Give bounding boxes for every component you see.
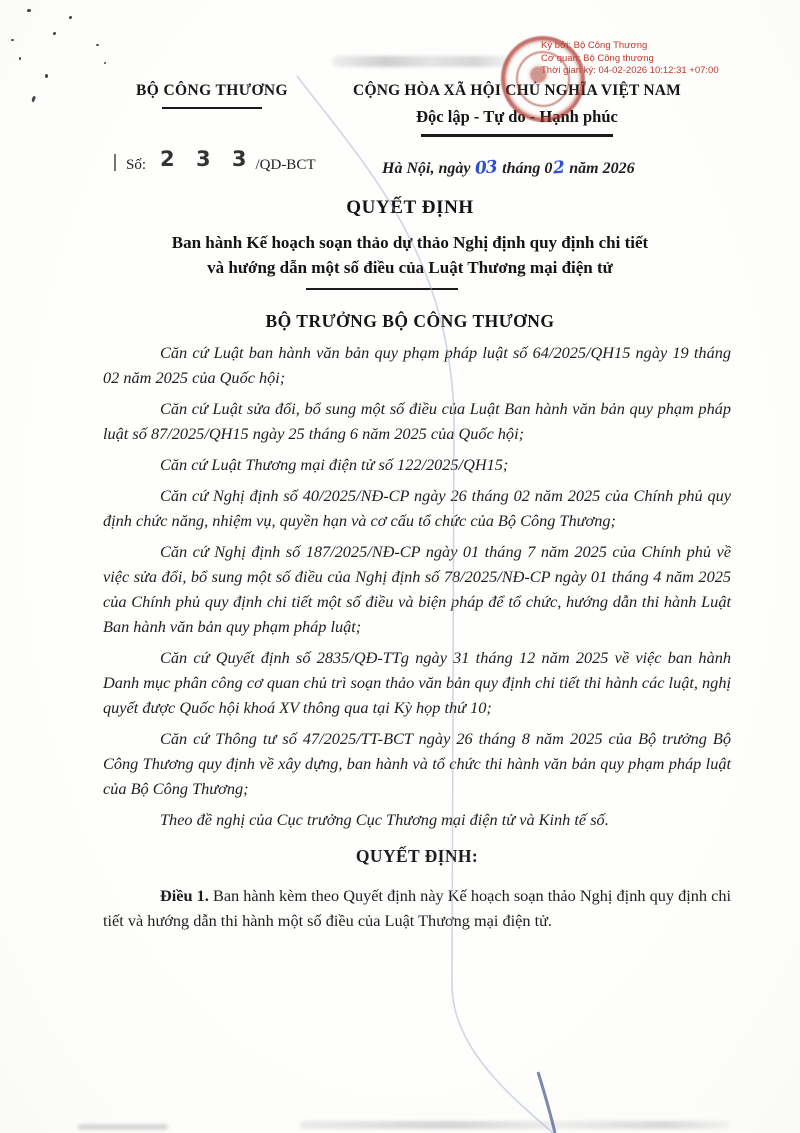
scan-speckle [96,44,99,46]
scan-speckle [31,96,36,103]
preamble-paragraph: Căn cứ Quyết định số 2835/QĐ-TTg ngày 31 tháng 12 năm 2025 về việc ban hành Danh mục phân công cơ quan chủ trì soạn thảo văn bản quy định chi tiết thi hành các luật, nghị quyết được Quốc hội khoá XV thông qua tại Kỳ họp thứ 10; [103,648,731,717]
signature-time: Thời gian ký: 04-02-2026 10:12:31 +07:00 [541,65,719,76]
scan-speckle [53,32,56,35]
scan-speckle [45,74,48,78]
document-body [103,340,731,939]
preamble-paragraph: Căn cứ Nghị định số 187/2025/NĐ-CP ngày 01 tháng 7 năm 2025 của Chính phủ về việc sửa đổi, bổ sung một số điều của Nghị định số 78/2025/NĐ-CP ngày 01 tháng 4 năm 2025 của Chính phủ quy định chi tiết một số điều và biện pháp để tổ chức, hướng dẫn thi hành Luật Ban hành văn bản quy phạm pháp luật; [103,542,731,636]
digital-signature-block [541,40,719,78]
subject-underline [306,288,458,290]
document-type-heading: QUYẾT ĐỊNH [346,197,474,218]
subject-line2: và hướng dẫn một số điều của Luật Thương mại điện tử [207,258,613,277]
place-date-line [382,158,635,178]
document-subject [95,230,725,280]
scan-speckle [11,39,14,41]
preamble-paragraph: Theo đề nghị của Cục trưởng Cục Thương mại điện tử và Kinh tế số. [160,810,609,829]
date-year-suffix: năm 2026 [569,160,635,177]
national-motto-line1: CỘNG HÒA XÃ HỘI CHỦ NGHĨA VIỆT NAM [353,82,681,99]
issuing-agency-block [112,82,312,109]
doc-number-suffix: /QD-BCT [255,157,316,173]
doc-number-label: Số: [126,157,147,173]
doc-number-stamped-digits: 2 3 3 [160,147,254,171]
signature-agency: Cơ quan: Bộ Công thương [541,52,654,64]
motto-underline [421,134,613,137]
ink-bleed-smudge [332,56,510,67]
scan-speckle [27,9,31,12]
article-1-text: Ban hành kèm theo Quyết định này Kế hoạch soạn thảo Nghị định quy định chi tiết và hướng dẫn thi hành một số điều của Luật Thương mại điện tử. [103,886,732,930]
agency-underline [162,107,262,109]
preamble-paragraph: Căn cứ Luật Thương mại điện tử số 122/2025/QH15; [160,455,509,474]
margin-tick-mark [114,154,116,171]
preamble-paragraph: Căn cứ Luật ban hành văn bản quy phạm pháp luật số 64/2025/QH15 ngày 19 tháng 02 năm 2025 của Quốc hội; [103,343,731,387]
document-title-block [95,197,725,332]
decision-heading: QUYẾT ĐỊNH: [355,846,479,866]
issuing-authority-heading: BỘ TRƯỞNG BỘ CÔNG THƯƠNG [265,311,555,331]
national-motto-line2: Độc lập - Tự do - Hạnh phúc [416,107,618,126]
scan-speckle [104,62,106,64]
preamble-paragraph: Căn cứ Nghị định số 40/2025/NĐ-CP ngày 26 tháng 02 năm 2025 của Chính phủ quy định chức năng, nhiệm vụ, quyền hạn và cơ cấu tổ chức của Bộ Công Thương; [103,486,731,530]
bottom-scan-smudge [78,1124,168,1130]
article-1-paragraph [103,883,731,933]
handwritten-day: 03 [474,157,498,179]
date-month-prefix: tháng 0 [502,160,553,177]
bottom-scan-smudge [300,1121,730,1129]
handwritten-month-digit: 2 [552,157,566,179]
place-date-prefix: Hà Nội, ngày [382,160,471,177]
document-number-row [114,147,316,174]
article-1-label: Điều 1. [160,886,209,905]
subject-line1: Ban hành Kế hoạch soạn thảo dự thảo Nghị định quy định chi tiết [171,233,649,252]
preamble-paragraph: Căn cứ Thông tư số 47/2025/TT-BCT ngày 26 tháng 8 năm 2025 của Bộ trưởng Bộ Công Thương quy định về xây dựng, ban hành và tổ chức thi hành văn bản quy phạm pháp luật của Bộ Công Thương; [103,729,731,798]
signature-signed-by: Ký bởi: Bộ Công Thương [541,40,648,51]
scan-speckle [19,57,21,60]
issuing-agency-name: BỘ CÔNG THƯƠNG [135,82,288,99]
preamble-paragraph: Căn cứ Luật sửa đổi, bổ sung một số điều của Luật Ban hành văn bản quy phạm pháp luật số 87/2025/QH15 ngày 25 tháng 6 năm 2025 của Quốc hội; [103,399,731,443]
scan-speckle [69,16,72,19]
